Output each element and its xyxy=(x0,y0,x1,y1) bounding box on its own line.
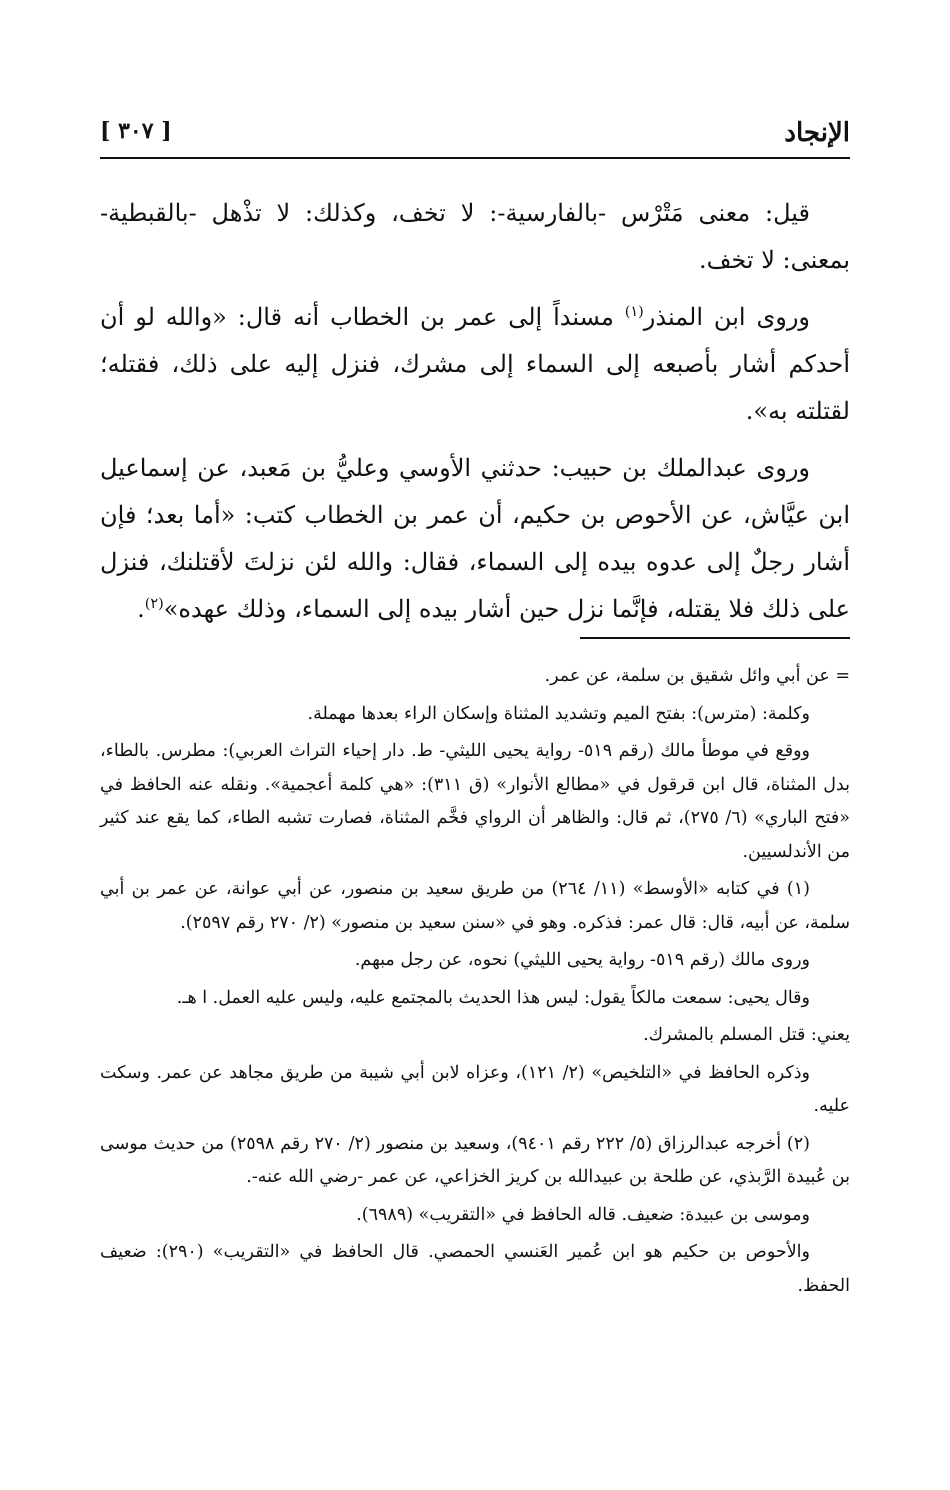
footnote-line: وموسى بن عبيدة: ضعيف. قاله الحافظ في «التقريب» (٦٩٨٩). xyxy=(356,1204,810,1225)
paragraph-text: مسنداً إلى عمر بن الخطاب أنه قال: «والله لو أن أحدكم أشار بأصبعه إلى السماء إلى مشرك، فنزل إليه على ذلك، فقتله؛ لقتلته به». xyxy=(100,303,850,425)
main-text xyxy=(100,190,850,643)
footnote-ref: (٢) xyxy=(144,596,164,612)
footnote-line: وقال يحيى: سمعت مالكاً يقول: ليس هذا الحديث بالمجتمع عليه، وليس عليه العمل. ا هـ. xyxy=(176,987,810,1008)
paragraph xyxy=(100,445,850,633)
footnote-divider xyxy=(580,637,850,639)
header-divider xyxy=(100,157,850,159)
running-title: الإنجاد xyxy=(784,118,850,148)
footnote-line: ووقع في موطأ مالك (رقم ٥١٩- رواية يحيى الليثي- ط. دار إحياء التراث العربي): مطرس. بالطاء، بدل المثناة، قال ابن قرقول في «مطالع الأنوار» (ق ٣١١): «هي كلمة أعجمية». ونقله عنه الحافظ في «فتح الباري» (٦/ ٢٧٥)، ثم قال: والظاهر أن الرواي فخَّم المثناة، فصارت تشبه الطاء، كما يقع عند كثير من الأندلسيين. xyxy=(100,741,850,862)
paragraph xyxy=(100,294,850,435)
page-number: [ ٣٠٧ ] xyxy=(100,118,172,144)
footnote-line: (١) في كتابه «الأوسط» (١١/ ٢٦٤) من طريق سعيد بن منصور، عن أبي عوانة، عن عمر بن أبي سلمة، عن أبيه، قال: قال عمر: فذكره. وهو في «سنن سعيد بن منصور» (٢/ ٢٧٠ رقم ٢٥٩٧). xyxy=(100,879,850,933)
page-header xyxy=(100,112,850,152)
footnote-line: وروى مالك (رقم ٥١٩- رواية يحيى الليثي) نحوه، عن رجل مبهم. xyxy=(354,950,810,970)
paragraph: قيل: معنى مَتْرْس -بالفارسية-: لا تخف، وكذلك: لا تذْهل -بالقبطية- بمعنى: لا تخف. xyxy=(100,199,850,274)
paragraph-text: وروى ابن المنذر xyxy=(643,303,810,331)
footnote-line: يعني: قتل المسلم بالمشرك. xyxy=(643,1025,850,1045)
footnote-line: (٢) أخرجه عبدالرزاق (٥/ ٢٢٢ رقم ٩٤٠١)، وسعيد بن منصور (٢/ ٢٧٠ رقم ٢٥٩٨) من حديث موسى بن عُبيدة الرَّبذي، عن طلحة بن عبيدالله بن كريز الخزاعي، عن عمر -رضي الله عنه-. xyxy=(100,1133,850,1187)
footnote-ref: (١) xyxy=(624,304,644,320)
footnote-line: وذكره الحافظ في «التلخيص» (٢/ ١٢١)، وعزاه لابن أبي شيبة من طريق مجاهد عن عمر. وسكت عليه. xyxy=(100,1062,850,1116)
footnote-line: = عن أبي وائل شقيق بن سلمة، عن عمر. xyxy=(544,666,850,686)
footnotes xyxy=(100,660,850,1307)
footnote-line: والأحوص بن حكيم هو ابن عُمير العَنسي الحمصي. قال الحافظ في «التقريب» (٢٩٠): ضعيف الحفظ. xyxy=(100,1242,850,1296)
footnote-line: وكلمة: (مترس): بفتح الميم وتشديد المثناة وإسكان الراء بعدها مهملة. xyxy=(307,703,810,724)
paragraph-text: وروى عبدالملك بن حبيب: حدثني الأوسي وعليُّ بن مَعبد، عن إسماعيل ابن عيَّاش، عن الأحوص بن حكيم، أن عمر بن الخطاب كتب: «أما بعد؛ فإن أشار رجلٌ إلى عدوه بيده إلى السماء، فقال: والله لئن نزلتَ لأقتلنك، فنزل على ذلك فلا يقتله، فإنَّما نزل حين أشار بيده إلى السماء، وذلك عهده» xyxy=(100,454,850,623)
paragraph-text: . xyxy=(137,595,145,623)
